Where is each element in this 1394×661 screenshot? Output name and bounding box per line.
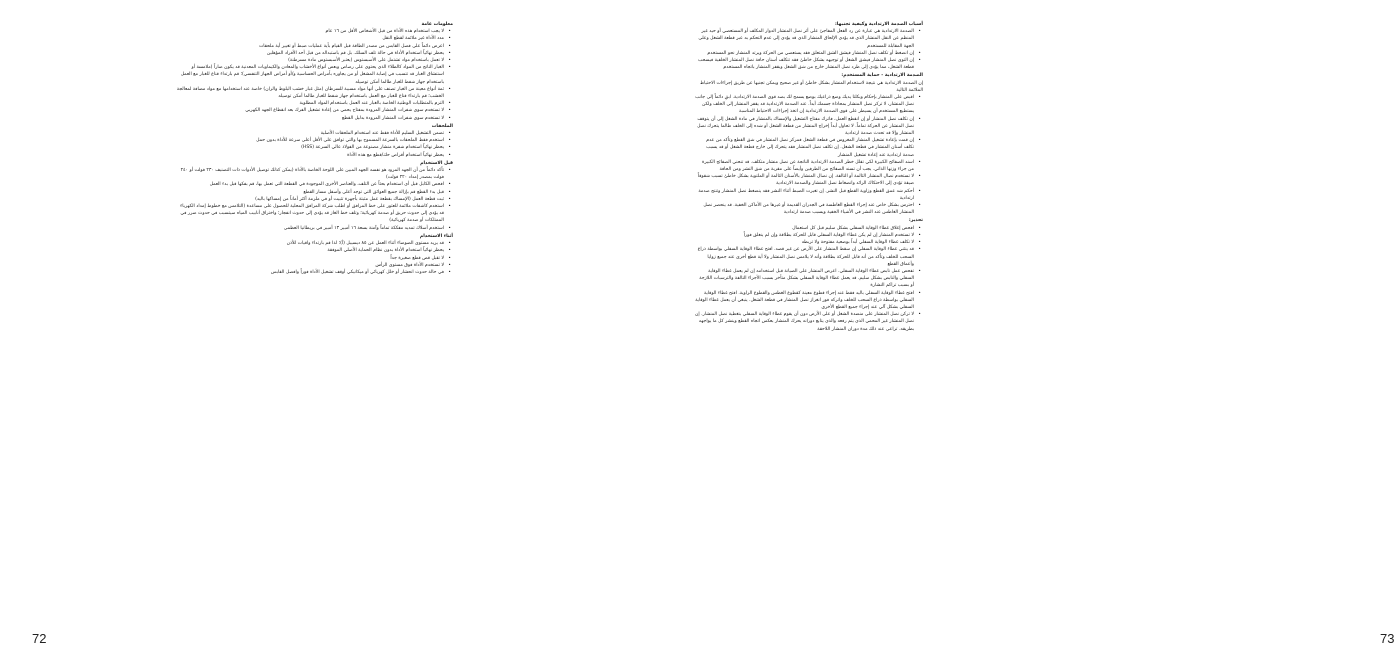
bullet-list bbox=[695, 28, 923, 71]
bullet-item: • يحظر نهائياً استخدام الأداة في حالة تلف السلك. بل قم باستبداله من قبل أحد الأفراد المؤهلين bbox=[176, 50, 444, 57]
bullet-item: • افتح غطاء الوقاية السفلي باليد فقط عند إجراء قطوع معينة كقطوع الغطس والقطوع الزاوية. افتح غطاء الوقاية السفلي بواسطة ذراع السحب للخلف واتركه فور انغراز نصل المنشار في قطعة الشغل. ينبغي أن يعمل غطاء الوقاية السفلي بشكل آلي عند إجراء جميع القطع الأخرى bbox=[695, 290, 914, 312]
bullet-item: • يحظر نهائياً استخدام شفرة منشار مصنوعة من الفولاذ عالي السرعة (HSS) bbox=[176, 144, 444, 151]
left-page bbox=[0, 0, 475, 661]
bullet-item: • تضمن التشغيل السليم للأداة فقط عند استخدام الملحقات الأصلية bbox=[176, 130, 444, 137]
bullet-item: • في حالة حدوث انحشار أو خلل كهربائي أو ميكانيكي أوقف تشغيل الأداة فوراً وافصل القابس bbox=[176, 269, 444, 276]
bullet-item: • اقبض على المنشار بإحكام وبكلتا يديك وضع ذراعيك بوضع يسمح لك بصد قوى الصدمة الارتدادية. ابقِ دائماً إلى جانب نصل المنشار، لا تركز نصل المنشار بمحاذاة جسمك أبداً. عند الصدمة الارتدادية قد يقفز المنشار إلى الخلف ولكن يستطيع المستخدم أن يسيطر على قوى الصدمة الارتدادية إن اتخذ إجراءات الاحتياط المناسبة bbox=[695, 94, 914, 116]
bullet-item: • ثبت قطعة العمل (الإمساك بقطعة عمل مثبتة بأجهزة تثبيت أو في ملزمة أكثر أماناً من إمساكها باليد) bbox=[176, 196, 444, 203]
bullet-item: • قد يزيد مستوى الضوضاء أثناء العمل عن ٨٥ ديسيبل (أ)؛ لذا قم بارتداء واقيات للأذن bbox=[176, 240, 444, 247]
bullet-item: • الصدمة الارتدادية هي عبارة عن رد الفعل المفاجئ على أثر نصل المنشار الدوار المكلف أو المستعصي أو حيد غير المنظم عن النقل المنشار الذي قد يؤدي الإلحاق المنشار الذي قد يؤدي إلى عدم التحكم به عبر قطعة الشغل وعلى الجهة المقابلة للمستخدم bbox=[695, 28, 914, 50]
bullet-list bbox=[176, 130, 453, 159]
left-page-text-column bbox=[176, 20, 453, 580]
section-heading: معلومات عامة bbox=[421, 22, 453, 27]
right-page bbox=[475, 0, 1394, 661]
bullet-item: • التزم بالمتطلبات الوطنية الخاصة بالغبار عند العمل باستخدام المواد المطلوبة bbox=[176, 100, 444, 107]
bullet-item: • ثمة أنواع معينة من الغبار تصنف على أنها مواد مسببة للسرطان (مثل غبار خشب البلوط والزان) خاصة عند استخدامها مع مواد مضافة لمعالجة الخشب؛ قم بارتداء قناع للغبار مع العمل باستخدام جهاز شفط للغبار طالما أمكن توصيله bbox=[176, 86, 444, 100]
bullet-item: • استخدم كاشفات ملائمة للعثور على خط المرافق أو اطلب شركة المرافق المحلية للحصول على مساعدة (التلامس مع خطوط إمداد الكهرباء قد يؤدي إلى حدوث حريق أو صدمة كهربائية؛ وتلف خط الغاز قد يؤدي إلى حدوث انفجار؛ واختراق أنابيب المياه سيتسبب في حدوث ضرر في الممتلكات أو صدمة كهربائية) bbox=[176, 203, 444, 225]
bullet-item: • قد ينثني غطاء الوقاية السفلي إن سقط المنشار على الأرض عن غير قصد. افتح غطاء الوقاية السفلي بواسطة ذراع السحب للخلف وتأكد من أنه قابل للحركة بطلاقة وأنه لا يلامس نصل المنشار ولا أية قطع أخرى عند جميع زوايا وأعماق القطع bbox=[695, 246, 914, 268]
bullet-item: • افحص الكابل قبل أي استخدام بحثاً عن التلف، والعناصر الأخرى الموجودة في القطعة التي تعمل بها، قم بفكها قبل بدء العمل bbox=[176, 181, 444, 188]
bullet-list bbox=[176, 167, 453, 232]
bullet-item: • لا تستخدم سوى شفرات المنشار المزودة بدليل القطع bbox=[176, 115, 444, 122]
section-heading: أثناء الاستخدام bbox=[419, 233, 453, 239]
bullet-item: • لا تستخدم سوى شفرات المنشار المزودة بمفتاح يحمي من إعادة تشغيل الفرك بعد انقطاع الجهد الكهربي bbox=[176, 107, 444, 114]
bullet-item: • قبل بدء القطع قم بإزالة جميع العوائق التي توجد أعلى وأسفل مسار القطع bbox=[176, 189, 444, 196]
bullet-item: • لا يجب استخدام هذه الأداة من قبل الأشخاص الأقل من ١٦ عام bbox=[176, 28, 444, 35]
section-heading: تحذير: bbox=[908, 218, 923, 224]
bullet-item: • استخدم أسلاك تمديد مفككة تماماً وآمنة بسعة ١٦ أمبير ١٣ أمبير في بريطانيا العظمى bbox=[176, 225, 444, 232]
bullet-list bbox=[695, 225, 923, 333]
bullet-item: • اسند الصفائح الكبيرة لكي تقلل خطر الصدمة الارتدادية الناتجة عن نصل منشار متكلف. قد تنحني الصفائح الكبيرة من جراء وزنها الذاتي. يجب أن تسند الصفائح من الطرفين وأيضاً على مقربة من شق النشر ومن الحافة bbox=[695, 159, 914, 173]
bullet-list bbox=[176, 50, 453, 122]
bullet-list bbox=[176, 28, 453, 50]
bullet-list bbox=[695, 94, 923, 216]
bullet-item: • استخدم فقط الملحقات بالسرعة المسموح بها والتي توافق على الأقل أعلى سرعة للأداة بدون حمل bbox=[176, 137, 444, 144]
bullet-item: • اعرض دائماً على فصل القابس من مصدر الطاقة قبل القيام بأية عمليات ضبط أو تغيير أية ملحقات bbox=[176, 43, 444, 50]
bullet-list bbox=[176, 240, 453, 276]
bullet-item: • مدد الأداة غير ملائمة لقطع النقل bbox=[176, 35, 444, 42]
section-heading: قبل الاستخدام bbox=[420, 160, 453, 166]
bullet-item: • لا تستخدم نصال المنشار الثالمة أو التالفة. إن نصال المنشار بالأسنان الثالمة أو الملتوية بشكل خاطئ تسبب شقوقاً ضيقة تؤدي إلى الاحتكاك الزائد وانضغاط نصل المنشار والصدمة الارتدادية bbox=[695, 173, 914, 187]
right-page-number: 73 bbox=[1380, 631, 1394, 646]
bullet-item: • افحص إغلاق غطاء الوقاية السفلي بشكل سليم قبل كل استعمال bbox=[695, 225, 914, 232]
bullet-item: • لا تقبل قص قطع صغيرة جداً bbox=[176, 255, 444, 262]
bullet-item: • يحظر نهائياً استخدام الأداة بدون نظام الحماية الأصلي الموفقة bbox=[176, 247, 444, 254]
bullet-item: • إن قمت بإعادة تشغيل المنشار المغروس في قطعة الشغل فمركز نصل المنشار في شق القطع وتأكد من عدم تكلف أسنان المنشار في قطعة الشغل. إن تكلف نصل المنشار فقد يتحرك إلى خارج قطعة الشغل أو قد يسبب صدمة ارتدادية عند إعادة تشغيل المنشار bbox=[695, 137, 914, 159]
bullet-item: • لا تكلف غطاء الوقاية السفلي أبداً بوضعية مفتوحة ولا تربطه bbox=[695, 239, 914, 246]
section-heading: الملحقات bbox=[431, 123, 453, 129]
section-heading: الصدمة الارتدادية - حماية المستخدم: bbox=[841, 73, 923, 79]
bullet-item: • يحظر نهائياً استخدام أقراص حك/قطع مع هذه الأداة bbox=[176, 152, 444, 159]
section-heading: أسباب الصدمة الارتدادية وكيفية تجنبها: bbox=[834, 22, 923, 27]
bullet-item: • تأكد دائماً من أن الجهد المزود هو نفسه الجهد المبين على اللوحة الخاصة بالأداة (يمكن كذلك توصيل الأدوات ذات التصنيف ٢٣٠ فولت أو ٢٤٠ فولت بمصدر إمداد ٢٢٠ فولت) bbox=[176, 167, 444, 181]
bullet-item: • لا تستخدم المنشار إن لم يكن غطاء الوقاية السفلي قابل للحركة بطلاقة وإن لم ينغلق فوراً bbox=[695, 232, 914, 239]
bullet-item: • لا تستخدم الأداة فوق مستوى الرأس bbox=[176, 262, 444, 269]
bullet-item: • إن التوى نصل المنشار فيشق الشغل أو توجيهه بشكل خاطئ فقد تتكلف أسنان حافة نصل المنشار الخلفية فيسحب قطعة الشغل، مما يؤدي إلى طرد نصل المنشار خارج من شق الشغل وبقفز المنشار باتجاه المستخدم bbox=[695, 57, 914, 71]
bullet-item: • الغبار الناتج من المواد كالطلاء الذي يحتوي على رصاص وبعض أنواع الأخشاب والمعادن والكيماويات المعدنية قد يكون ضاراً (ملامسة أو استنشاق الغبار قد تتسبب في إصابة المشغل أو من يجاوره بأمراض الحساسية و/أو أمراض الجهاز التنفسي)؛ قم بارتداء قناع للغبار مع العمل باستخدام جهاز شفط للغبار طالما أمكن توصيله bbox=[176, 64, 444, 86]
right-page-text-column bbox=[695, 20, 923, 580]
bullet-item: • لا تعمل باستخدام مواد تشتمل على الأسبستوس (يعتبر الأسبستوس مادة مسرطنة) bbox=[176, 57, 444, 64]
bullet-item: • أحكم شد عمق القطع وزاوية القطع قبل النشر. إن تغيرت الضبط أثناء النشر فقد ينضغط نصل المنشار وتنتج صدمة ارتدادية bbox=[695, 188, 914, 202]
left-page-number: 72 bbox=[32, 631, 47, 646]
bullet-item: • احترس بشكل خاص عند إجراء القطع الغاطسة في الجدران القديمة أو غيرها من الأماكن الخفية. قد ينحصر نصل المنشار الغاطس عند النشر في الأشياء الخفية ويسبب صدمة ارتدادية bbox=[695, 202, 914, 216]
bullet-item: • لا تركن نصل المنشار على منضدة الشغل أو على الأرض دون أن يقوم غطاء الوقاية السفلي بتغطية نصل المنشار. إن نصل المنشار غير المحمي الذي يتم رفعه والذي يتابع دورانه يحرك المنشار بعكس اتجاه القطع وينشر كل ما يواجهه بطريقه. تراعى عند ذلك مدة دوران المنشار اللاحقة bbox=[695, 311, 914, 333]
bullet-item: • إن تكلف نصل المنشار أو إن انقطع العمل، فاترك مفتاح التشغيل والإمساك بالمنشار في مادة الشغل إلى أن يتوقف نصل المنشار عن الحركة تماماً. لا تحاول أبداً إخراج المنشار من قطعة الشغل أو شده إلى الخلف طالما يتحرك نصل المنشار وإلا قد تحدث صدمة ارتدادية bbox=[695, 116, 914, 138]
bullet-item: • إن انضغط أو تكلف نصل المنشار فيشق الشق المتعلق فقد يستعصي من الحركة ويرتد المنشار نحو المستخدم bbox=[695, 50, 914, 57]
paragraph: إن الصدمة الارتدادية هي نتيجة لاستخدام المنشار بشكل خاطئ أو غير صحيح ويمكن تجنبها عن طريق إجراءات الاحتياط الملائمة التالية bbox=[699, 80, 923, 93]
bullet-item: • تفحص عمل نابض غطاء الوقاية السفلي. اعرض المنشار على الصيانة قبل استخدامه إن لم يعمل غطاء الوقاية السفلي والنابض بشكل سليم. قد يعمل غطاء الوقاية السفلي بشكل متأخر بسبب الأجزاء التالفة والترسبات اللازجة أو بسبب تراكم النشارة bbox=[695, 268, 914, 290]
